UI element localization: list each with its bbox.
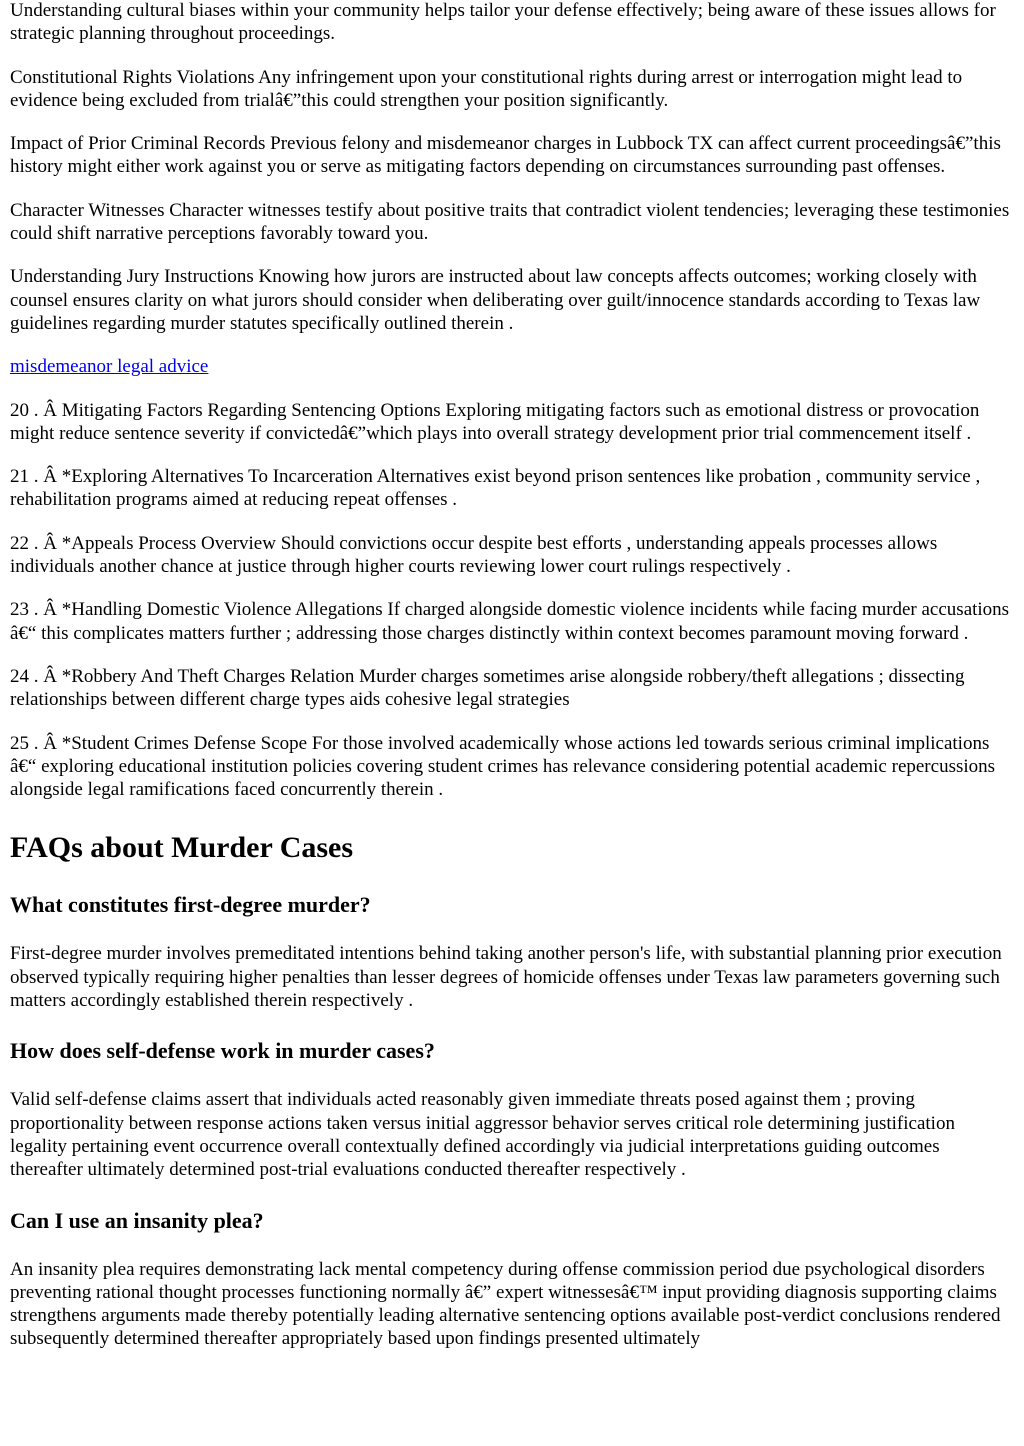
faq-question-insanity-plea: Can I use an insanity plea? xyxy=(10,1207,264,1233)
faq-answer-insanity-plea: An insanity plea requires demonstrating lack mental competency during offense commission period due psychological disorders preventing rational thought processes functioning normally â€” expert witnessesâ€™ input providing diagnosis supporting claims strengthens arguments made thereby potentially leading alternative sentencing options available post-verdict conclusions rendered subsequently determined thereafter appropriately based upon findings presented ultimately xyxy=(10,1258,1001,1350)
article-body xyxy=(10,0,1014,1377)
list-item-24: 24 . Â *Robbery And Theft Charges Relation Murder charges sometimes arise alongside robbery/theft allegations ; dissecting relationships between different charge types aids cohesive legal strategies xyxy=(10,665,965,711)
faq-heading: FAQs about Murder Cases xyxy=(10,831,354,865)
list-item-22: 22 . Â *Appeals Process Overview Should convictions occur despite best efforts , understanding appeals processes allows individuals another chance at justice through higher courts reviewing lower court rulings respectively . xyxy=(10,532,938,578)
paragraph-cultural-biases: Understanding cultural biases within your community helps tailor your defense effectively; being aware of these issues allows for strategic planning throughout proceedings. xyxy=(10,0,996,45)
list-item-25: 25 . Â *Student Crimes Defense Scope For those involved academically whose actions led towards serious criminal implications â€“ exploring educational institution policies covering student crimes has relevance considering potential academic repercussions alongside legal ramifications faced concurrently therein . xyxy=(10,732,996,801)
list-item-21: 21 . Â *Exploring Alternatives To Incarceration Alternatives exist beyond prison sentences like probation , community service , rehabilitation programs aimed at reducing repeat offenses . xyxy=(10,466,981,511)
paragraph-jury-instructions: Understanding Jury Instructions Knowing how jurors are instructed about law concepts affects outcomes; working closely with counsel ensures clarity on what jurors should consider when deliberating over guilt/innocence standards according to Texas law guidelines regarding murder statutes specifically outlined therein . xyxy=(10,266,981,334)
faq-answer-first-degree: First-degree murder involves premeditated intentions behind taking another person's life, with substantial planning prior execution observed typically requiring higher penalties than lesser degrees of homicide offenses under Texas law parameters governing such matters accordingly established therein respectively . xyxy=(10,943,1002,1012)
paragraph-prior-records: Impact of Prior Criminal Records Previous felony and misdemeanor charges in Lubbock TX can affect current proceedingsâ€”this history might either work against you or serve as mitigating factors depending on circumstances surrounding past offenses. xyxy=(10,133,1001,178)
paragraph-character-witnesses: Character Witnesses Character witnesses testify about positive traits that contradict violent tendencies; leveraging these testimonies could shift narrative perceptions favorably toward you. xyxy=(10,199,1010,245)
list-item-20: 20 . Â Mitigating Factors Regarding Sentencing Options Exploring mitigating factors such as emotional distress or provocation might reduce sentence severity if convictedâ€”which plays into overall strategy development prior trial commencement itself . xyxy=(10,399,980,444)
link-paragraph xyxy=(10,355,1014,378)
faq-question-self-defense: How does self-defense work in murder cases? xyxy=(10,1038,435,1064)
faq-question-first-degree: What constitutes first-degree murder? xyxy=(10,892,371,918)
list-item-23: 23 . Â *Handling Domestic Violence Allegations If charged alongside domestic violence incidents while facing murder accusations â€“ this complicates matters further ; addressing those charges distinctly within context becomes paramount moving forward . xyxy=(10,599,1010,644)
paragraph-constitutional-rights: Constitutional Rights Violations Any infringement upon your constitutional rights during arrest or interrogation might lead to evidence being excluded from trialâ€”this could strengthen your position significantly. xyxy=(10,66,963,111)
faq-answer-self-defense: Valid self-defense claims assert that individuals acted reasonably given immediate threats posed against them ; proving proportionality between response actions taken versus initial aggressor behavior serves critical role determining justification legality pertaining event occurrence overall contextually defined accordingly via judicial interpretations guiding outcomes thereafter ultimately determined post-trial evaluations conducted thereafter respectively . xyxy=(10,1089,955,1181)
misdemeanor-legal-advice-link[interactable]: misdemeanor legal advice xyxy=(10,356,209,378)
